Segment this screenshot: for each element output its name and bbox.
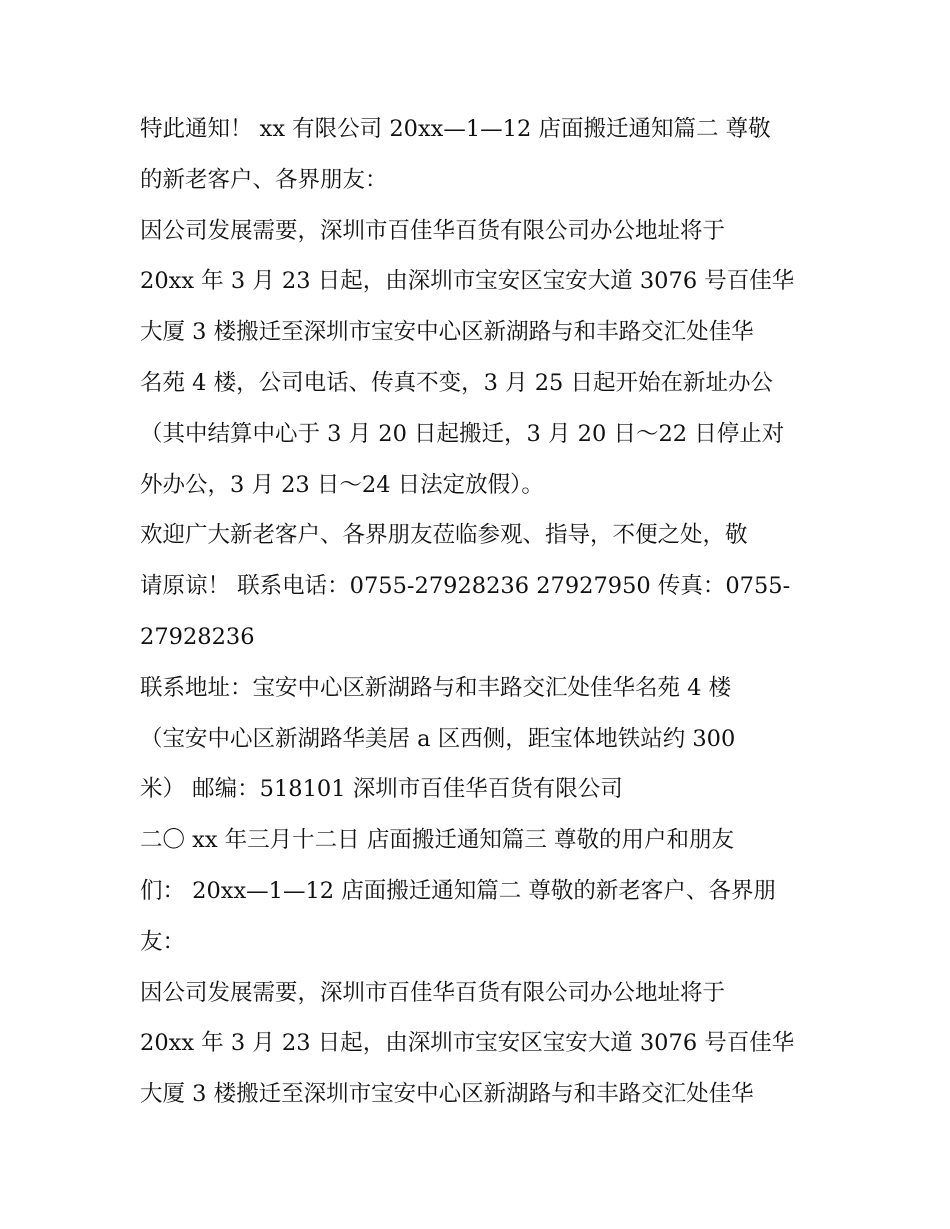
text-line: 20xx 年 3 月 23 日起，由深圳市宝安区宝安大道 3076 号百佳华 (140, 268, 795, 295)
text-line: 外办公，3 月 23 日～24 日法定放假）。 (140, 471, 544, 498)
text-line: 大厦 3 楼搬迁至深圳市宝安中心区新湖路与和丰路交汇处佳华 (140, 1081, 754, 1108)
text-line: 欢迎广大新老客户、各界朋友莅临参观、指导，不便之处，敬 (140, 522, 748, 549)
text-line: 请原谅！ 联系电话：0755-27928236 27927950 传真：0755- (140, 573, 791, 600)
text-line: 因公司发展需要，深圳市百佳华百货有限公司办公地址将于 (140, 979, 726, 1006)
text-line: 特此通知！ xx 有限公司 20xx—1—12 店面搬迁通知篇二 尊敬 (140, 116, 771, 142)
text-line: 二〇 xx 年三月十二日 店面搬迁通知篇三 尊敬的用户和朋友 (140, 827, 734, 854)
text-line: 的新老客户、各界朋友： (140, 166, 388, 193)
text-line: 因公司发展需要，深圳市百佳华百货有限公司办公地址将于 (140, 217, 726, 244)
text-line: 名苑 4 楼，公司电话、传真不变，3 月 25 日起开始在新址办公 (140, 369, 774, 396)
text-line: 米） 邮编：518101 深圳市百佳华百货有限公司 (140, 776, 623, 803)
text-line: （宝安中心区新湖路华美居 a 区西侧，距宝体地铁站约 300 (140, 725, 736, 752)
text-line: 大厦 3 楼搬迁至深圳市宝安中心区新湖路与和丰路交汇处佳华 (140, 319, 754, 346)
text-line: （其中结算中心于 3 月 20 日起搬迁，3 月 20 日～22 日停止对 (140, 420, 785, 447)
text-line: 们： 20xx—1—12 店面搬迁通知篇二 尊敬的新老客户、各界朋 (140, 877, 776, 904)
text-line: 27928236 (140, 623, 255, 650)
text-line: 20xx 年 3 月 23 日起，由深圳市宝安区宝安大道 3076 号百佳华 (140, 1030, 795, 1057)
text-line: 友： (140, 928, 186, 955)
document-body (140, 104, 830, 1120)
text-line: 联系地址：宝安中心区新湖路与和丰路交汇处佳华名苑 4 楼 (140, 674, 732, 701)
